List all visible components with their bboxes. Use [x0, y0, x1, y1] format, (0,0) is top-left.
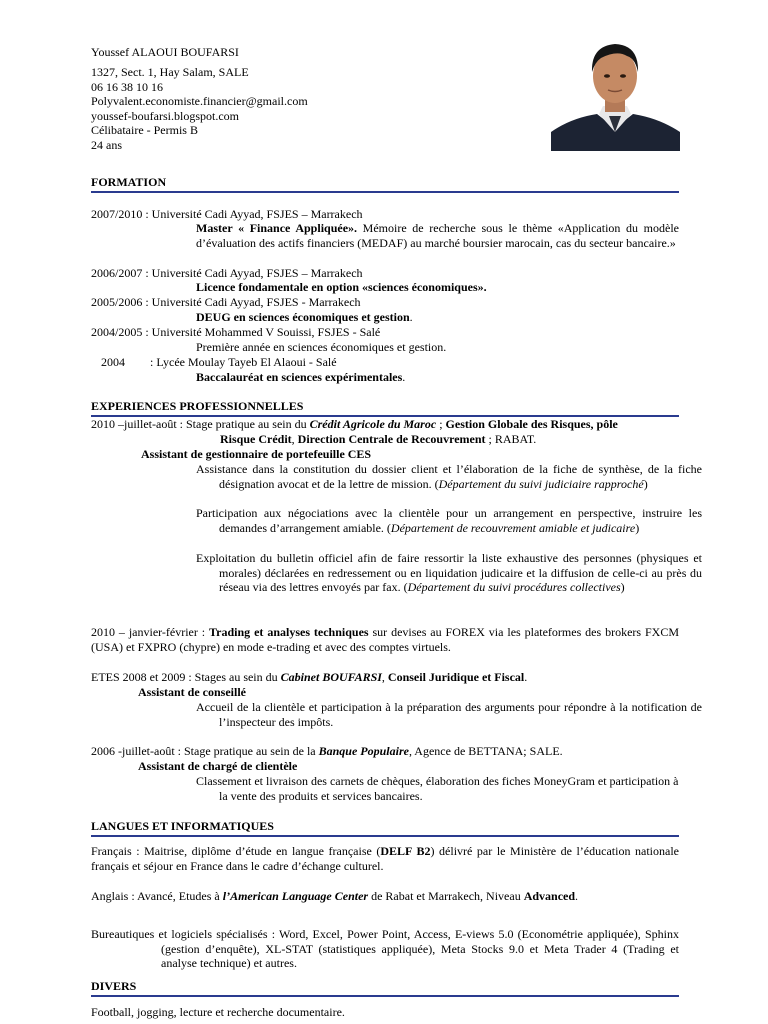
section-experiences-title: EXPERIENCES PROFESSIONNELLES: [91, 399, 679, 417]
formation-entry-3-head: 2005/2006 : Université Cadi Ayyad, FSJES - Marrakech: [91, 295, 361, 309]
hobbies-text: Football, jogging, lecture et recherche documentaire.: [91, 1005, 345, 1019]
formation-entry-1-body: [196, 221, 679, 250]
first-year-text: Première année en sciences économiques et gestion.: [196, 340, 447, 354]
candidate-name: Youssef ALAOUI BOUFARSI: [91, 45, 239, 59]
degree-master: Master « Finance Appliquée».: [196, 221, 358, 235]
language-english: Anglais : Avancé, Etudes à l’American Language Center de Rabat et Marrakech, Niveau Advanced.: [91, 889, 579, 903]
blog-url: youssef-boufarsi.blogspot.com: [91, 109, 239, 123]
phone: 06 16 38 10 16: [91, 80, 163, 94]
formation-entry-4-head: 2004/2005 : Université Mohammed V Souissi, FSJES - Salé: [91, 325, 381, 339]
experience-1-head: 2010 –juillet-août : Stage pratique au sein du Crédit Agricole du Maroc ; Gestion Globale des Risques, pôle: [91, 417, 618, 431]
experience-1-role: Assistant de gestionnaire de portefeuille CES: [141, 447, 372, 461]
experience-3-head: ETES 2008 et 2009 : Stages au sein du Cabinet BOUFARSI, Conseil Juridique et Fiscal.: [91, 670, 528, 684]
formation-entry-5-year: 2004: [101, 355, 125, 369]
age: 24 ans: [91, 138, 122, 152]
thesis-text: Mémoire de recherche sous le thème «Application du modèle d’évaluation des actifs financiers (MEDAF) au marché boursier marocain, cas du secteur bancaire.»: [196, 221, 679, 250]
address: 1327, Sect. 1, Hay Salam, SALE: [91, 65, 249, 79]
experience-1-task-2: Participation aux négociations avec la clientèle pour un arrangement en perspective, instruire les demandes d’arrangement amiable. (Département de recouvrement amiable et judicaire): [196, 506, 702, 535]
experience-3-task-1: Accueil de la clientèle et participation à la préparation des arguments pour répondre à la notification de l’inspecteur des impôts.: [196, 700, 702, 729]
formation-entry-2-head: 2006/2007 : Université Cadi Ayyad, FSJES – Marrakech: [91, 266, 363, 280]
email: Polyvalent.economiste.financier@gmail.com: [91, 94, 308, 108]
section-langues-title: LANGUES ET INFORMATIQUES: [91, 819, 679, 837]
formation-entry-1-head: 2007/2010 : Université Cadi Ayyad, FSJES – Marrakech: [91, 207, 363, 221]
degree-deug: DEUG en sciences économiques et gestion.: [196, 310, 413, 324]
marital-status: Célibataire - Permis B: [91, 123, 198, 137]
formation-entry-5-head: : Lycée Moulay Tayeb El Alaoui - Salé: [150, 355, 337, 369]
experience-4-head: 2006 -juillet-août : Stage pratique au sein de la Banque Populaire, Agence de BETTANA; SALE.: [91, 744, 563, 758]
section-divers-title: DIVERS: [91, 979, 679, 997]
experience-1-head-cont: Risque Crédit, Direction Centrale de Recouvrement ; RABAT.: [220, 432, 537, 446]
degree-bac: Baccalauréat en sciences expérimentales.: [196, 370, 406, 384]
language-french: Français : Maitrise, diplôme d’étude en langue française (DELF B2) délivré par le Ministère de l’éducation nationale français et séjour en France dans le cadre d’échange culturel.: [91, 844, 679, 873]
experience-1-task-3: Exploitation du bulletin officiel afin de faire ressortir la liste exhaustive des personnes (physiques et morales) déclarées en redressement ou en liquidation judicaire et la diffusion de celle-ci au près du réseau via des lettres envoyés par fax. (Département du suivi procédures collectives): [196, 551, 702, 595]
experience-4-task-1: Classement et livraison des carnets de chèques, élaboration des fiches MoneyGram et participation à la vente des produits et services bancaires.: [196, 774, 679, 803]
experience-4-role: Assistant de chargé de clientèle: [138, 759, 298, 773]
experience-1-task-1: Assistance dans la constitution du dossier client et l’élaboration de la fiche de synthèse, de la fiche désignation avocat et de la lettre de mission. (Département du suivi judiciaire rapproché): [196, 462, 702, 491]
profile-photo: [551, 32, 680, 151]
software-skills: Bureautiques et logiciels spécialisés : Word, Excel, Power Point, Access, E-views 5.0 (Econométrie appliquée), Sphinx (gestion d’enquête), XL-STAT (statistiques appliquée), Meta Stocks 9.0 et Meta Trader 4 (Trading et analyse technique) et autres.: [91, 927, 679, 971]
experience-2: 2010 – janvier-février : Trading et analyses techniques sur devises au FOREX via les plateformes des brokers FXCM (USA) et FXPRO (chypre) en mode e-trading et avec des comptes virtuels.: [91, 625, 679, 654]
degree-licence: Licence fondamentale en option «sciences économiques».: [196, 280, 487, 294]
section-formation-title: FORMATION: [91, 175, 679, 193]
experience-3-role: Assistant de conseillé: [138, 685, 246, 699]
